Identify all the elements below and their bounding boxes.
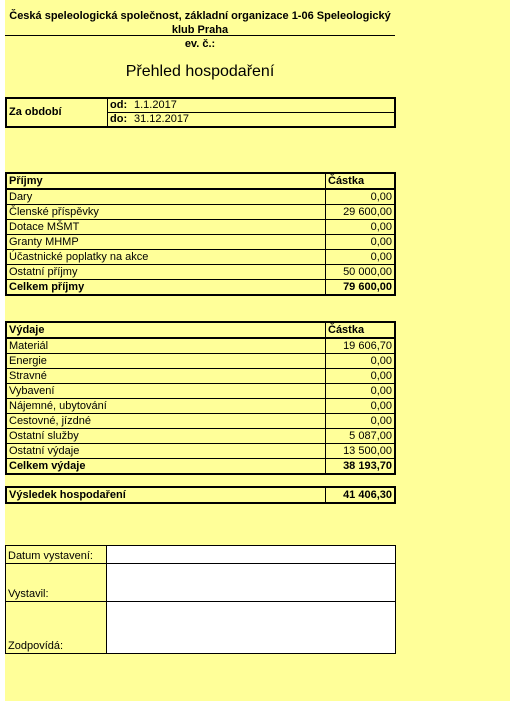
responsible-label: Zodpovídá:: [6, 602, 107, 654]
result-table: [5, 486, 396, 504]
income-row-label: Dary: [6, 189, 326, 205]
period-from-value[interactable]: 1.1.2017: [132, 98, 395, 113]
signature-issued-row: [6, 564, 396, 602]
table-row: [6, 265, 395, 280]
expenses-table: [5, 321, 396, 475]
table-row: [6, 414, 395, 429]
income-amount-header: Částka: [326, 173, 396, 189]
date-issued-label: Datum vystavení:: [6, 546, 107, 564]
result-label: Výsledek hospodaření: [9, 488, 126, 501]
expense-row-label: Ostatní výdaje: [6, 444, 326, 459]
report-sheet: [5, 0, 510, 701]
period-from-label: od:: [108, 98, 133, 113]
expense-row-amount[interactable]: 13 500,00: [326, 444, 396, 459]
expense-row-amount[interactable]: 0,00: [326, 399, 396, 414]
income-row-label: Účastnické poplatky na akce: [6, 250, 326, 265]
expenses-header: Výdaje: [6, 322, 326, 338]
responsible-field[interactable]: [107, 602, 396, 654]
income-row-amount[interactable]: 50 000,00: [326, 265, 396, 280]
period-to-value[interactable]: 31.12.2017: [134, 113, 190, 125]
income-table: [5, 172, 396, 296]
income-row-label: Granty MHMP: [6, 235, 326, 250]
income-row-amount[interactable]: 0,00: [326, 220, 396, 235]
income-row-amount[interactable]: 0,00: [326, 189, 396, 205]
expense-row-amount[interactable]: 0,00: [326, 354, 396, 369]
table-row: [6, 235, 395, 250]
document-header: [5, 9, 395, 51]
income-row-amount[interactable]: 29 600,00: [326, 205, 396, 220]
table-row: [6, 444, 395, 459]
expenses-header-row: [6, 322, 395, 338]
page-title: Přehled hospodaření: [125, 63, 275, 80]
header-divider: [5, 35, 395, 36]
table-row: [6, 220, 395, 235]
table-row: [6, 369, 395, 384]
expense-row-label: Stravné: [6, 369, 326, 384]
expense-row-amount[interactable]: 0,00: [326, 369, 396, 384]
income-total-label: Celkem příjmy: [9, 280, 85, 293]
income-total-row: [6, 280, 395, 296]
table-row: [6, 384, 395, 399]
table-row: [6, 429, 395, 444]
issued-by-field[interactable]: [107, 564, 396, 602]
period-to-label: do:: [110, 113, 128, 125]
result-amount: 41 406,30: [326, 487, 396, 503]
signature-table: [5, 545, 396, 654]
income-header: Příjmy: [6, 173, 326, 189]
income-row-label: Členské příspěvky: [6, 205, 326, 220]
table-row: [6, 399, 395, 414]
expense-row-amount[interactable]: 19 606,70: [326, 338, 396, 354]
income-row-amount[interactable]: 0,00: [326, 250, 396, 265]
organization-name: Česká speleologická společnost, základní organizace 1-06 Speleologický klub Praha: [9, 10, 391, 36]
expense-row-label: Nájemné, ubytování: [6, 399, 326, 414]
expenses-total-row: [6, 459, 395, 475]
signature-date-row: [6, 546, 396, 564]
expense-row-amount[interactable]: 0,00: [326, 384, 396, 399]
period-label: Za období: [6, 98, 108, 127]
table-row: [6, 338, 395, 354]
table-row: [6, 250, 395, 265]
expenses-amount-header: Částka: [326, 322, 396, 338]
result-row: [6, 487, 395, 503]
period-table: [5, 97, 396, 128]
signature-responsible-row: [6, 602, 396, 654]
issued-by-label: Vystavil:: [6, 564, 107, 602]
table-row: [6, 189, 395, 205]
expense-row-label: Ostatní služby: [6, 429, 326, 444]
registration-number: ev. č.:: [184, 38, 216, 50]
income-row-label: Ostatní příjmy: [6, 265, 326, 280]
expenses-total-amount: 38 193,70: [326, 459, 396, 475]
income-header-row: [6, 173, 395, 189]
income-row-amount[interactable]: 0,00: [326, 235, 396, 250]
expense-row-amount[interactable]: 5 087,00: [326, 429, 396, 444]
expense-row-label: Cestovné, jízdné: [6, 414, 326, 429]
income-row-label: Dotace MŠMT: [6, 220, 326, 235]
expense-row-amount[interactable]: 0,00: [326, 414, 396, 429]
date-issued-field[interactable]: [107, 546, 396, 564]
expense-row-label: Materiál: [6, 338, 326, 354]
expense-row-label: Vybavení: [6, 384, 326, 399]
income-total-amount: 79 600,00: [326, 280, 396, 296]
expenses-total-label: Celkem výdaje: [9, 459, 86, 472]
table-row: [6, 354, 395, 369]
expense-row-label: Energie: [6, 354, 326, 369]
table-row: [6, 205, 395, 220]
